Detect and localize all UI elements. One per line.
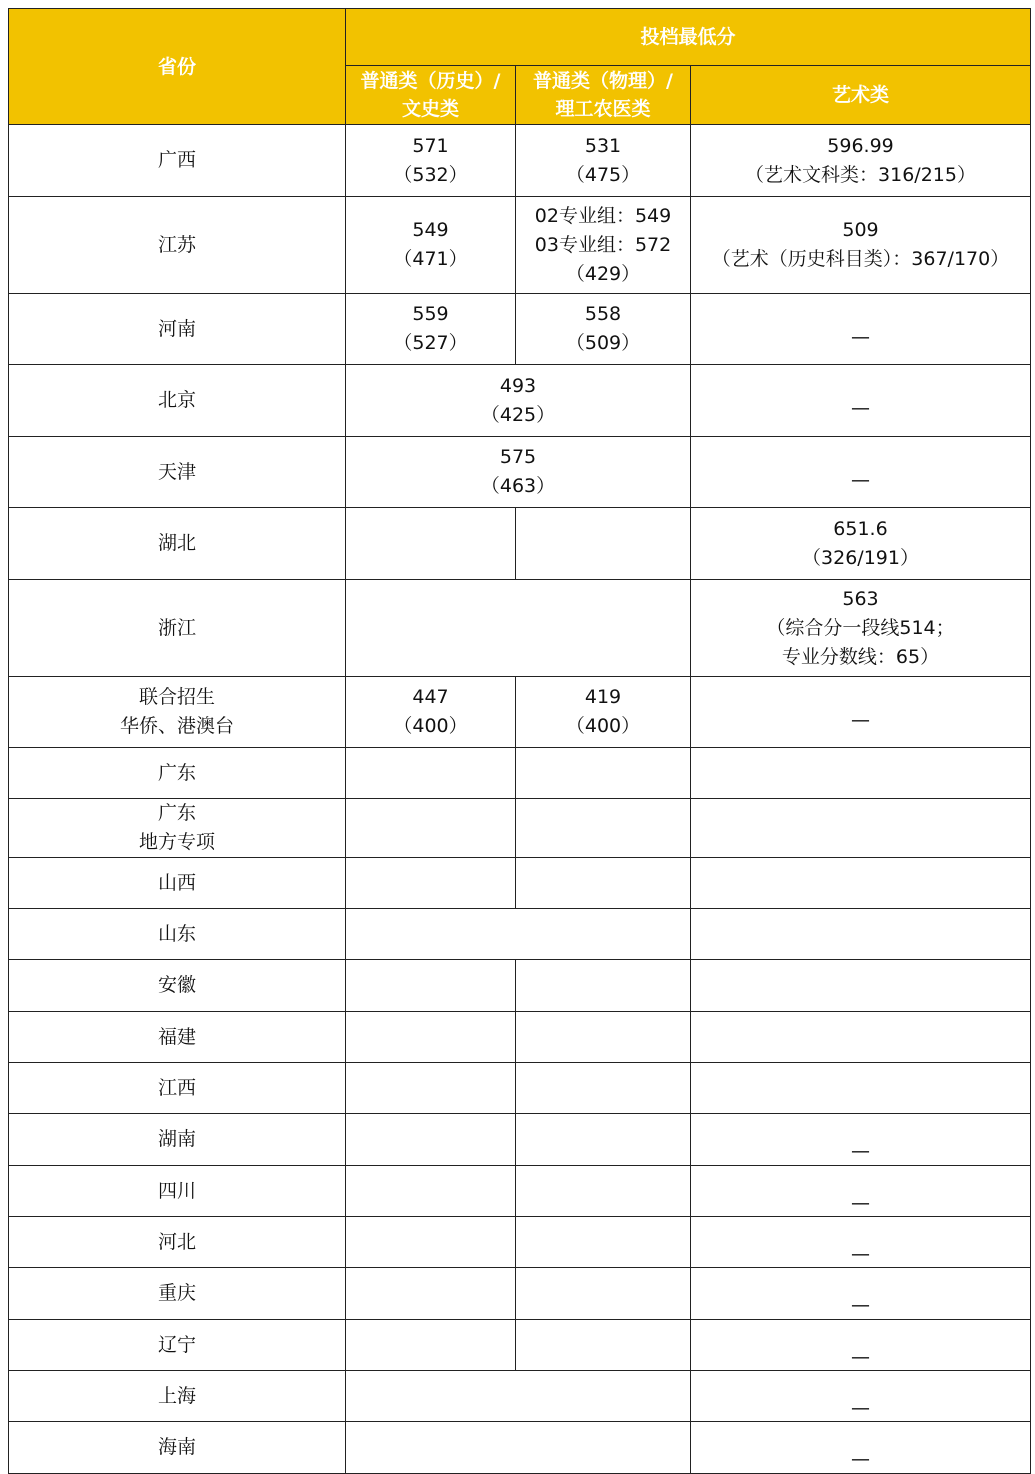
province-cell-line: 上海: [157, 1384, 196, 1407]
merged-score-cell-line: （425）: [480, 403, 556, 426]
history-score-cell-line: （471）: [393, 248, 468, 270]
history-score-cell: [346, 799, 516, 858]
merged-score-cell: [346, 1422, 691, 1474]
table-row: [9, 294, 1031, 365]
province-cell: [9, 1012, 346, 1063]
province-cell: [9, 365, 346, 437]
history-score-cell: [346, 294, 516, 365]
physics-score-cell-line: （509）: [565, 332, 641, 354]
history-score-cell: [346, 197, 516, 294]
art-score-cell: [691, 365, 1031, 437]
table-row: [9, 677, 1031, 748]
art-score-cell-line: （326/191）: [802, 546, 919, 569]
table-row: [9, 1371, 1031, 1422]
physics-score-cell-line: （429）: [565, 262, 641, 285]
history-score-cell: [346, 677, 516, 748]
header-history: [346, 66, 516, 125]
physics-score-cell: [516, 1268, 691, 1320]
history-score-cell-line: 549: [412, 219, 449, 241]
physics-score-cell: [516, 294, 691, 365]
art-score-cell: [691, 1422, 1031, 1474]
province-cell-line: 江西: [157, 1076, 196, 1099]
art-score-cell: [691, 1114, 1031, 1166]
physics-score-cell-line: 531: [584, 134, 622, 157]
history-score-cell: [346, 858, 516, 909]
table-row: [9, 580, 1031, 677]
physics-score-cell: [516, 1063, 691, 1114]
province-cell: [9, 1166, 346, 1217]
province-cell: [9, 1320, 346, 1371]
physics-score-cell: [516, 1217, 691, 1268]
physics-score-cell: [516, 1114, 691, 1166]
history-score-cell-line: 571: [412, 134, 449, 157]
history-score-cell: [346, 960, 516, 1012]
history-score-cell: [346, 1320, 516, 1371]
table-row: [9, 1268, 1031, 1320]
physics-score-cell-line: 02专业组：549: [534, 204, 672, 227]
table-row: [9, 365, 1031, 437]
province-cell: [9, 677, 346, 748]
art-score-cell: [691, 677, 1031, 748]
art-score-cell-line: （艺术文科类：316/215）: [745, 163, 976, 186]
province-cell-line: 广西: [157, 149, 196, 171]
province-cell-line: 北京: [157, 389, 196, 411]
art-score-cell: [691, 1371, 1031, 1422]
header-physics-line: 普通类（物理）/: [533, 70, 673, 92]
art-score-cell-line: 596.99: [827, 134, 894, 157]
table-row: [9, 799, 1031, 858]
province-cell-line: 河南: [157, 317, 196, 340]
history-score-cell: [346, 125, 516, 197]
province-cell: [9, 748, 346, 799]
province-cell-line: 湖北: [157, 532, 196, 554]
physics-score-cell: [516, 677, 691, 748]
province-cell: [9, 437, 346, 508]
history-score-cell: [346, 1268, 516, 1320]
art-score-cell: [691, 858, 1031, 909]
header-art-label: 艺术类: [832, 84, 890, 106]
physics-score-cell: [516, 1166, 691, 1217]
art-score-cell-line: —: [851, 1448, 870, 1470]
table-row: [9, 858, 1031, 909]
table-row: [9, 1320, 1031, 1371]
art-score-cell: [691, 508, 1031, 580]
table-body: [9, 125, 1031, 1474]
art-score-cell: [691, 748, 1031, 799]
history-score-cell: [346, 1063, 516, 1114]
history-score-cell: [346, 508, 516, 580]
table-row: [9, 1012, 1031, 1063]
province-cell-line: 福建: [157, 1025, 196, 1048]
header-art: [691, 66, 1031, 125]
province-cell: [9, 1371, 346, 1422]
art-score-cell: [691, 437, 1031, 508]
province-cell: [9, 1422, 346, 1474]
province-cell-line: 联合招生: [138, 686, 215, 708]
table-row: [9, 1063, 1031, 1114]
art-score-cell: [691, 1320, 1031, 1371]
header-min-score-label: 投档最低分: [640, 26, 736, 48]
physics-score-cell: [516, 799, 691, 858]
header-min-score: [346, 9, 1031, 66]
table-row: [9, 197, 1031, 294]
art-score-cell: [691, 799, 1031, 858]
table-row: [9, 1114, 1031, 1166]
province-cell-line: 地方专项: [138, 831, 215, 853]
header-province: [9, 9, 346, 125]
merged-score-cell: [346, 437, 691, 508]
table-row: [9, 437, 1031, 508]
province-cell: [9, 909, 346, 960]
province-cell-line: 浙江: [157, 616, 196, 639]
art-score-cell-line: —: [851, 468, 870, 491]
art-score-cell: [691, 294, 1031, 365]
province-cell-line: 广东: [157, 761, 196, 784]
art-score-cell: [691, 960, 1031, 1012]
header-history-line: 普通类（历史）/: [360, 70, 501, 92]
history-score-cell: [346, 748, 516, 799]
history-score-cell-line: （400）: [393, 715, 468, 737]
province-cell-line: 安徽: [157, 974, 196, 996]
province-cell: [9, 197, 346, 294]
province-cell-line: 河北: [157, 1230, 196, 1253]
history-score-cell: [346, 1217, 516, 1268]
table-row: [9, 960, 1031, 1012]
art-score-cell-line: 509: [842, 219, 879, 241]
history-score-cell-line: （527）: [393, 332, 468, 354]
physics-score-cell: [516, 748, 691, 799]
merged-score-cell: [346, 365, 691, 437]
province-cell-line: 广东: [157, 802, 196, 824]
province-cell-line: 江苏: [157, 233, 196, 256]
history-score-cell: [346, 1114, 516, 1166]
province-cell-line: 天津: [157, 460, 196, 483]
art-score-cell: [691, 1012, 1031, 1063]
art-score-cell: [691, 1166, 1031, 1217]
header-history-line: 文史类: [401, 98, 459, 120]
art-score-cell-line: —: [851, 325, 870, 348]
history-score-cell-line: 559: [412, 303, 449, 325]
province-cell-line: 辽宁: [157, 1333, 196, 1356]
header-physics-line: 理工农医类: [555, 98, 651, 120]
province-cell-line: 重庆: [157, 1282, 196, 1304]
province-cell: [9, 294, 346, 365]
table-row: [9, 748, 1031, 799]
province-cell: [9, 858, 346, 909]
province-cell-line: 山东: [157, 922, 196, 945]
score-table-wrapper: [8, 8, 1031, 1474]
table-row: [9, 1422, 1031, 1474]
province-cell: [9, 125, 346, 197]
history-score-cell: [346, 1166, 516, 1217]
province-cell: [9, 580, 346, 677]
physics-score-cell: [516, 125, 691, 197]
province-cell: [9, 1268, 346, 1320]
table-row: [9, 1166, 1031, 1217]
province-cell: [9, 799, 346, 858]
art-score-cell-line: 专业分数线：65）: [781, 645, 940, 668]
province-cell: [9, 1217, 346, 1268]
physics-score-cell-line: 419: [584, 686, 622, 708]
art-score-cell: [691, 125, 1031, 197]
province-cell: [9, 960, 346, 1012]
art-score-cell-line: 651.6: [833, 517, 888, 540]
province-cell-line: 华侨、港澳台: [119, 715, 234, 737]
province-cell-line: 山西: [157, 871, 196, 894]
art-score-cell-line: —: [851, 1345, 870, 1368]
header-row-top: [9, 9, 1031, 66]
merged-score-cell-line: 493: [499, 374, 537, 397]
header-province-label: 省份: [157, 55, 196, 78]
art-score-cell-line: —: [851, 708, 870, 731]
history-score-cell-line: （532）: [393, 163, 468, 186]
physics-score-cell: [516, 960, 691, 1012]
art-score-cell-line: —: [851, 1396, 870, 1419]
table-row: [9, 125, 1031, 197]
header-physics: [516, 66, 691, 125]
art-score-cell: [691, 1268, 1031, 1320]
physics-score-cell: [516, 508, 691, 580]
physics-score-cell-line: 558: [584, 303, 622, 325]
table-row: [9, 508, 1031, 580]
table-row: [9, 1217, 1031, 1268]
art-score-cell: [691, 1063, 1031, 1114]
province-cell: [9, 1063, 346, 1114]
art-score-cell-line: —: [851, 1242, 870, 1265]
history-score-cell: [346, 1012, 516, 1063]
physics-score-cell: [516, 858, 691, 909]
art-score-cell-line: （艺术（历史科目类）：367/170）: [711, 248, 1010, 270]
physics-score-cell-line: （400）: [565, 715, 641, 737]
score-table: [8, 8, 1031, 1474]
merged-score-cell: [346, 1371, 691, 1422]
physics-score-cell: [516, 197, 691, 294]
art-score-cell: [691, 1217, 1031, 1268]
art-score-cell-line: （综合分一段线514；: [766, 616, 955, 639]
province-cell-line: 海南: [157, 1436, 196, 1458]
physics-score-cell-line: （475）: [565, 163, 641, 186]
art-score-cell: [691, 197, 1031, 294]
history-score-cell-line: 447: [412, 686, 449, 708]
art-score-cell-line: —: [851, 397, 870, 419]
art-score-cell-line: 563: [842, 587, 879, 610]
art-score-cell: [691, 909, 1031, 960]
art-score-cell: [691, 580, 1031, 677]
merged-score-cell: [346, 580, 691, 677]
province-cell-line: 四川: [157, 1179, 196, 1202]
art-score-cell-line: —: [851, 1191, 870, 1214]
physics-score-cell: [516, 1320, 691, 1371]
physics-score-cell: [516, 1012, 691, 1063]
art-score-cell-line: —: [851, 1294, 870, 1316]
table-row: [9, 909, 1031, 960]
province-cell: [9, 1114, 346, 1166]
merged-score-cell-line: 575: [499, 446, 537, 468]
physics-score-cell-line: 03专业组：572: [534, 233, 672, 256]
province-cell-line: 湖南: [157, 1128, 196, 1150]
province-cell: [9, 508, 346, 580]
merged-score-cell: [346, 909, 691, 960]
merged-score-cell-line: （463）: [480, 475, 556, 497]
art-score-cell-line: —: [851, 1140, 870, 1162]
